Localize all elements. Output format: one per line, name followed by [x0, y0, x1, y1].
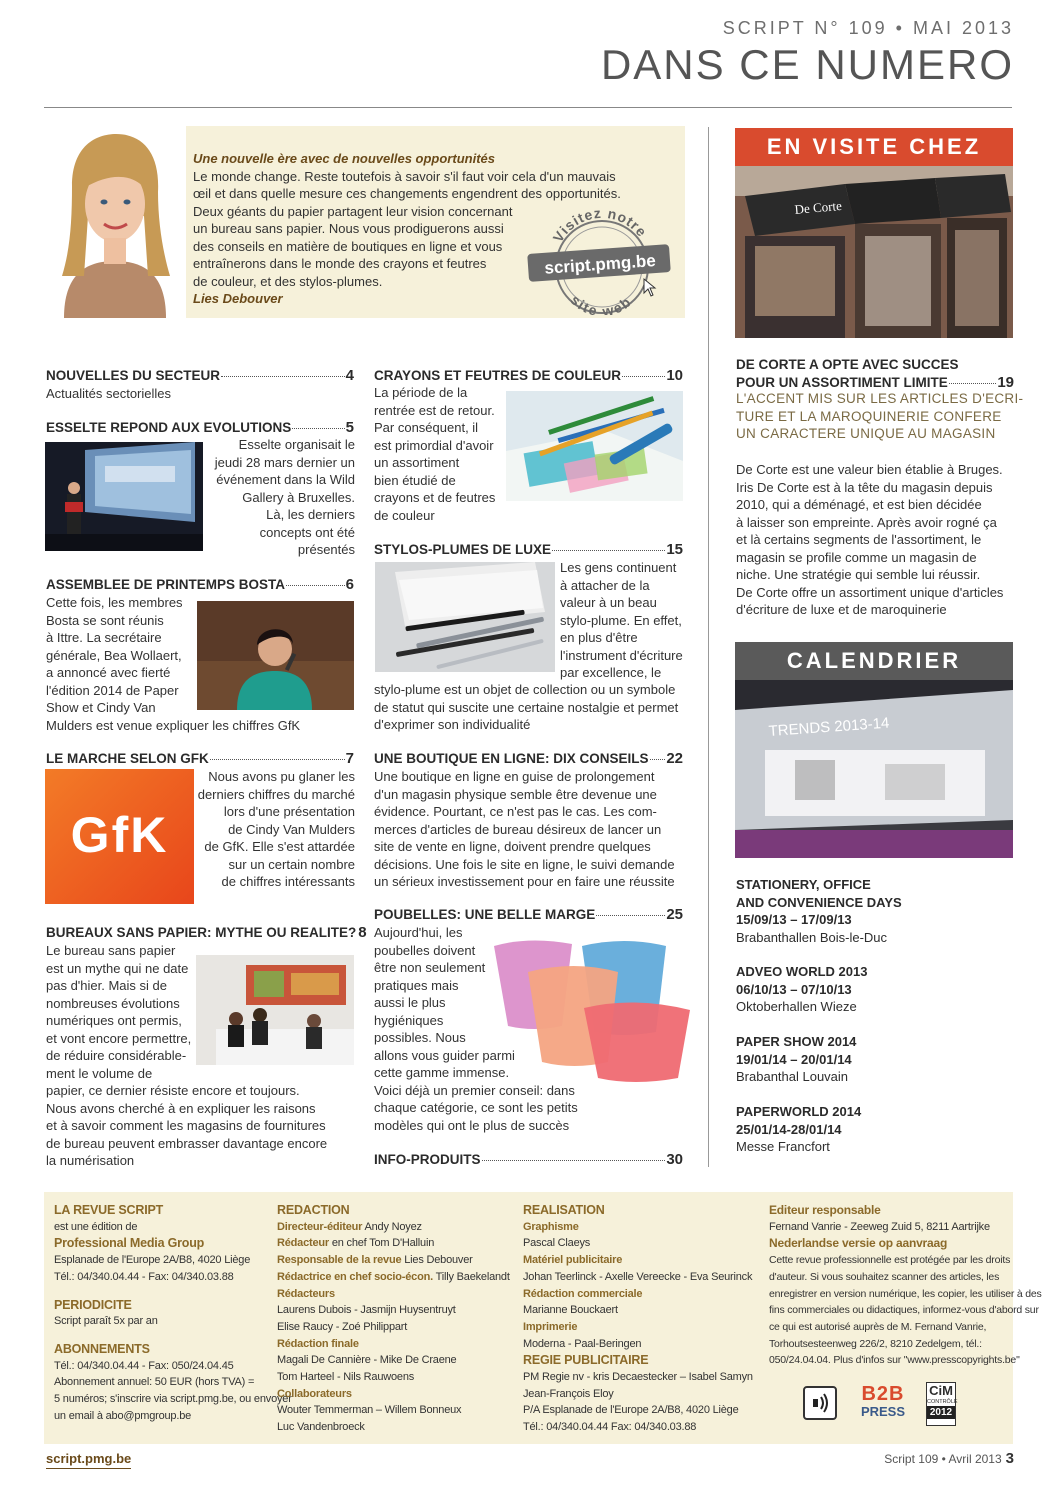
trends-sign: TRENDS 2013-14 [768, 714, 890, 740]
article-title: UNE BOUTIQUE EN LIGNE: DIX CONSEILS [374, 751, 649, 766]
visite-banner: EN VISITE CHEZ [735, 128, 1013, 166]
cim-logo-year: 2012 [927, 1406, 955, 1419]
editorial-lead: Une nouvelle ère avec de nouvelles opportunités [193, 151, 495, 166]
colophon-col-redaction: REDACTION Directeur-éditeur Andy Noyez Rédacteur en chef Tom D'Halluin Responsable de la revue Lies Debouver Rédactrice en chef socio-écon. Tilly Baekelandt Rédacteurs Laurens Dubois - Jasmijn Huysentruyt Elise Raucy - Zoé Philippart Rédaction finale Magali De Cannière - Mike De Craene Tom Harteel - Nils Rauwoens Collaborateurs Wouter Temmerman – Willem Bonneux Luc Vandenbroeck [277, 1203, 510, 1434]
event-item[interactable] [736, 1103, 1012, 1156]
b2b-logo-text: B2B [861, 1383, 905, 1405]
event-dates: 15/09/13 – 17/09/13 [736, 912, 852, 927]
stamp-bottom-text: site web [567, 291, 636, 315]
article-title: ASSEMBLEE DE PRINTEMPS BOSTA [46, 577, 286, 592]
cim-logo-sub: CONTRÔLE [927, 1399, 958, 1405]
page-footer [884, 1450, 1014, 1469]
article-heading [46, 924, 367, 942]
article-title: POUBELLES: UNE BELLE MARGE [374, 907, 596, 922]
bureaux-photo [196, 955, 354, 1065]
page-title: DANS CE NUMERO [600, 41, 1014, 88]
stamp-url: script.pmg.be [543, 251, 657, 278]
event-name: PAPER SHOW 2014 [736, 1034, 857, 1049]
press-logo-text: PRESS [860, 1404, 906, 1419]
de-corte-photo [735, 166, 1013, 338]
article-title: INFO-PRODUITS [374, 1152, 481, 1167]
issue-line: SCRIPT N° 109 • MAI 2013 [722, 18, 1014, 38]
editorial-author: Lies Debouver [193, 291, 283, 306]
editorial-line: œil et dans quelle mesure ces changements engendrent des opportunités. [193, 186, 621, 201]
calendrier-banner: CALENDRIER [735, 642, 1013, 680]
visite-heading[interactable] [736, 356, 1014, 391]
event-item[interactable] [736, 1033, 1012, 1086]
event-item[interactable] [736, 876, 1012, 946]
page-number: 7 [345, 750, 354, 767]
column-divider [708, 127, 709, 1167]
article-text: Aujourd'hui, les poubelles doivent être non seulement pratiques mais aussi le plus hygiéniques possibles. Nous allons vous guider parmi cette gamme immense. Voici déjà un premier conseil: dans chaque catégorie, ce sont les petits modèles qui ont le plus de succès [374, 925, 578, 1133]
visite-subtitle: L'ACCENT MIS SUR LES ARTICLES D'ECRI- TURE ET LA MAROQUINERIE CONFERE UN CARACTERE UNIQUE AU MAGASIN [736, 391, 1024, 441]
article-text: Nous avons pu glaner les derniers chiffres du marché lors d'une présentation de Cindy Van Mulders de GfK. Elle s'est attardée sur un certain nombre de chiffres intéressants [197, 769, 355, 889]
footer-issue: Script 109 • Avril 2013 [884, 1452, 1002, 1466]
article-info[interactable] [374, 1151, 683, 1169]
page-number: 19 [997, 373, 1014, 391]
event-place: Brabanthal Louvain [736, 1069, 849, 1084]
article-heading [374, 541, 683, 559]
article-text: Cette fois, les membres Bosta se sont réunis à Ittre. La secrétaire générale, Bea Wollaert, a annoncé avec fierté l'édition 2014 de Paper Show et Cindy Van Mulders est venue expliquer les chiffres GfK [46, 595, 301, 733]
article-heading [46, 419, 354, 437]
article-title: ESSELTE REPOND AUX EVOLUTIONS [46, 420, 292, 435]
colophon-col-realisation: REALISATION Graphisme Pascal Claeys Matériel publicitaire Johan Teerlinck - Axelle Vereecke - Eva Seurinck Rédaction commerciale Marianne Bouckaert Imprimerie Moderna - Paal-Beringen REGIE PUBLICITAIRE PM Regie nv - kris Decaestecker – Isabel Samyn Jean-François Eloy P/A Esplanade de l'Europe 2A/B8, 4020 Liège Tél.: 04/340.04.44 Fax: 04/340.03.88 [523, 1203, 753, 1434]
copyright-logo-icon [803, 1386, 837, 1420]
cim-logo-text: CiM [929, 1383, 953, 1398]
cursor-icon [644, 279, 655, 296]
article-heading [374, 906, 683, 924]
editorial-line: entraînerons dans le monde des crayons et feutres [193, 256, 487, 271]
article-nouvelles[interactable] [46, 367, 354, 402]
article-title: STYLOS-PLUMES DE LUXE [374, 542, 552, 557]
svg-text:site web [568, 292, 636, 315]
page-number: 8 [358, 924, 367, 941]
event-item[interactable] [736, 963, 1012, 1016]
event-name: ADVEO WORLD 2013 [736, 964, 868, 979]
article-heading [46, 750, 354, 768]
bosta-photo [197, 601, 354, 710]
event-name: AND CONVENIENCE DAYS [736, 894, 902, 910]
page-number: 6 [345, 576, 354, 593]
article-poubelles[interactable] [374, 906, 683, 924]
article-bosta[interactable] [46, 576, 354, 594]
footer-page-number: 3 [1005, 1450, 1014, 1467]
page-number: 30 [666, 1151, 683, 1168]
article-title: NOUVELLES DU SECTEUR [46, 368, 221, 383]
shop-sign: De Corte [793, 197, 843, 217]
trends-photo [735, 680, 1013, 858]
cim-logo [926, 1382, 956, 1426]
editorial-line: un bureau sans papier. Nous vous prodiguerons aussi [193, 221, 504, 236]
visite-body: De Corte est une valeur bien établie à Bruges. Iris De Corte est à la tête du magasin depuis 2010, qui a déménagé, et est bien décidée à laisser son empreinte. Après avoir rogné ça et là certains segments de l'assortiment, le magasin se profile comme un magasin de niche. Une stratégie qui semble lui réussir. De Corte offre un assortiment unique d'articles d'écriture de luxe et de maroquinerie [736, 462, 1004, 617]
event-name: PAPERWORLD 2014 [736, 1104, 862, 1119]
event-dates: 19/01/14 – 20/01/14 [736, 1051, 852, 1067]
stamp-top-text: Visitez notre [549, 205, 651, 245]
colophon-col-editeur: Editeur responsable Fernand Vanrie - Zeeweg Zuid 5, 8211 Aartrijke Nederlandse versie op aanvraag Cette revue professionnelle est protégée par les droits d'auteur. Si vous souhaitez scanner des articles, les enregistrer en version numérique, les copier, les utiliser à des fins commerciales ou didactiques, informez-vous d'abord sur ce qui est autorisé auprès de M. Fernand Vanrie, Torhoutsesteenweg 226/2, 8210 Zedelgem, tél.: 050/24.04.04. Plus d'infos sur "www.presscopyrights.be" [769, 1203, 1042, 1367]
article-title: CRAYONS ET FEUTRES DE COULEUR [374, 368, 622, 383]
article-stylos[interactable] [374, 541, 683, 559]
gfk-logo-text: GfK [70, 807, 169, 863]
article-bureaux[interactable] [46, 924, 367, 942]
b2b-press-logo [858, 1384, 908, 1424]
website-stamp[interactable] [520, 205, 678, 315]
event-place: Oktoberhallen Wieze [736, 999, 857, 1014]
page-number: 10 [666, 367, 683, 384]
visite-heading-line: POUR UN ASSORTIMENT LIMITE [736, 374, 948, 390]
stylos-photo [375, 562, 555, 672]
editor-photo [44, 126, 186, 318]
article-text: Actualités sectorielles [46, 385, 171, 401]
article-text: Esselte organisait le jeudi 28 mars dernier un événement dans la Wild Gallery à Bruxelles. Là, les derniers concepts ont été présentés [214, 437, 355, 557]
editorial-line: des conseils en matière de boutiques en ligne et vous [193, 238, 503, 254]
article-gfk[interactable] [46, 750, 354, 768]
article-text: stylo-plume est un objet de collection ou un symbole de statut qui suscite une certaine nostalgie et permet d'exprimer son individualité [374, 682, 679, 732]
page-number: 4 [345, 367, 354, 384]
article-title: LE MARCHE SELON GFK [46, 751, 209, 766]
event-name: STATIONERY, OFFICE [736, 877, 871, 892]
article-heading [46, 576, 354, 594]
article-boutique[interactable] [374, 750, 683, 768]
page-number: 15 [666, 541, 683, 558]
article-text: La période de la rentrée est de retour. Par conséquent, il est primordial d'avoir un assortiment bien étudié de crayons et de feutres de couleur [374, 385, 496, 523]
article-crayons[interactable] [374, 367, 683, 385]
editorial-line: de couleur, et des stylos-plumes. [193, 273, 383, 289]
editorial-line: Deux géants du papier partagent leur vision concernant [193, 203, 513, 219]
gfk-logo [45, 769, 194, 904]
article-heading [374, 367, 683, 385]
page-number: 25 [666, 906, 683, 923]
page-number: 22 [666, 750, 683, 767]
article-heading [46, 367, 354, 385]
article-heading [374, 1151, 683, 1169]
header-rule [44, 107, 1012, 108]
article-title: BUREAUX SANS PAPIER: MYTHE OU REALITE? [46, 925, 357, 940]
site-link[interactable]: script.pmg.be [46, 1450, 131, 1469]
svg-text:Visitez notre [550, 205, 651, 245]
article-text: Une boutique en ligne en guise de prolongement d'un magasin physique semble être devenue une évidence. Pourtant, ce n'est pas le cas. Les com- merces d'articles de bureau désireux de lancer un site de vente en ligne, doivent prendre quelques décisions. Une fois le site en ligne, le suivi demande un sérieux investissement pour en faire une réussite [374, 769, 675, 889]
event-dates: 06/10/13 – 07/10/13 [736, 981, 852, 997]
event-place: Brabanthallen Bois-le-Duc [736, 929, 888, 945]
colophon-col-revue: LA REVUE SCRIPT est une édition de Professional Media Group Esplanade de l'Europe 2A/B8, 4020 Liège Tél.: 04/340.04.44 - Fax: 04/340.03.88 PERIODICITE Script paraît 5x par an ABONNEMENTS Tél.: 04/340.04.44 - Fax: 050/24.04.45 Abonnement annuel: 50 EUR (hors TVA) = 5 numéros; s'inscrire via script.pmg.be, ou envoyer un email à abo@pmgroup.be [54, 1203, 292, 1422]
event-dates: 25/01/14-28/01/14 [736, 1121, 842, 1137]
page-number: 5 [345, 419, 354, 436]
editorial-line: Le monde change. Reste toutefois à savoir s'il faut voir cela d'un mauvais [193, 168, 616, 184]
article-text: Le bureau sans papier est un mythe qui ne date pas d'hier. Mais si de nombreuses évolutions numériques ont permis, et vont encore permettre, de réduire considérable- ment le volume de papier, ce dernier résiste encore et toujours. Nous avons cherché à en expliquer les raisons et à savoir comment les magasins de fournitures de bureau peuvent embrasser davantage encore la numérisation [46, 943, 328, 1168]
esselte-photo [45, 442, 203, 551]
article-esselte[interactable] [46, 419, 354, 437]
visite-heading-line: DE CORTE A OPTE AVEC SUCCES [736, 357, 959, 372]
article-text: Les gens continuent à attacher de la valeur à un beau stylo-plume. En effet, en plus d'être l'instrument d'écriture par excellence, le [560, 560, 683, 680]
article-heading [374, 750, 683, 768]
crayons-photo [506, 391, 683, 501]
event-place: Messe Francfort [736, 1139, 830, 1154]
